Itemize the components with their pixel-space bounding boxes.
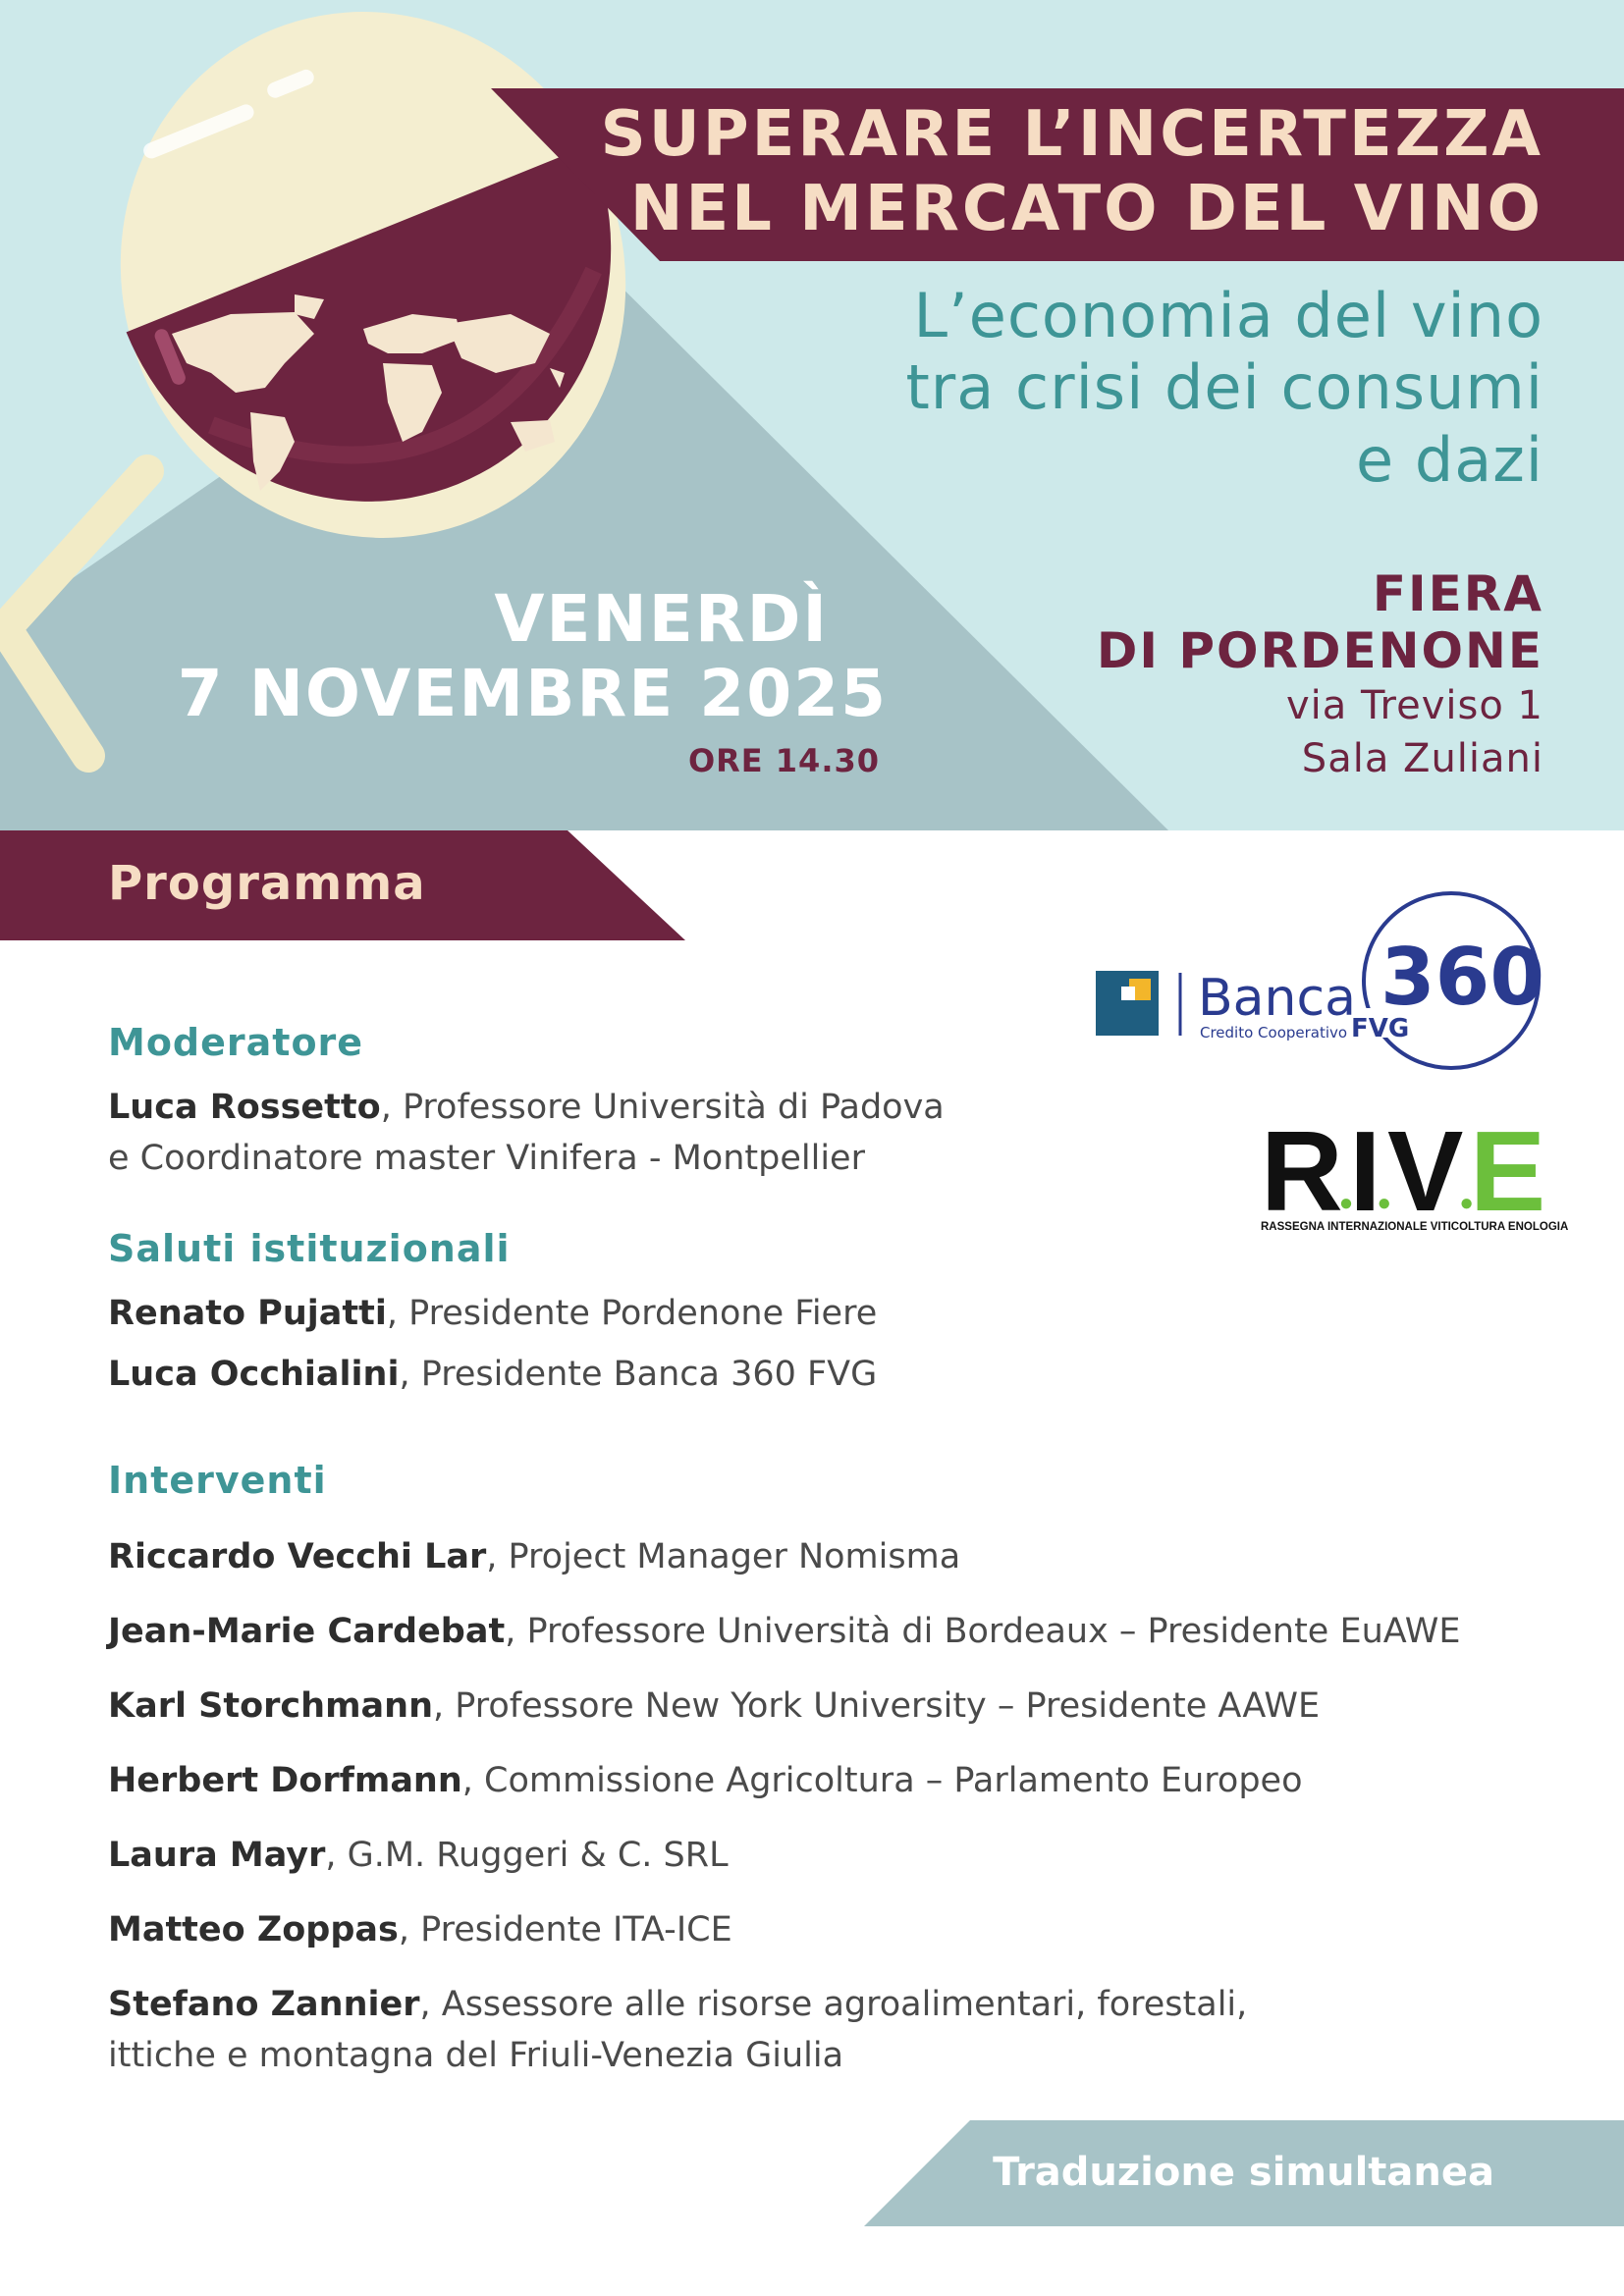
speaker-name: Stefano Zannier xyxy=(108,1985,420,2024)
speaker-role: , G.M. Ruggeri & C. SRL xyxy=(325,1836,729,1875)
speaker-name: Matteo Zoppas xyxy=(108,1910,399,1949)
programma-heading: Programma xyxy=(108,856,426,911)
speaker-name: Luca Occhialini xyxy=(108,1355,400,1394)
speaker-name: Laura Mayr xyxy=(108,1836,326,1875)
list-item xyxy=(108,1681,1320,1732)
speaker-role-continued: ittiche e montagna del Friuli-Venezia Giulia xyxy=(108,2036,844,2075)
address-line-1: via Treviso 1 xyxy=(1285,683,1543,728)
speaker-role: , Project Manager Nomisma xyxy=(486,1537,961,1576)
rive-letter-i: I xyxy=(1349,1107,1378,1235)
rive-tagline: RASSEGNA INTERNAZIONALE VITICOLTURA ENOLOGIA xyxy=(1261,1221,1569,1233)
event-title-line-1: SUPERARE L’INCERTEZZA xyxy=(600,98,1543,171)
event-subtitle-line-2: tra crisi dei consumi xyxy=(905,351,1543,423)
rive-letter-v: V xyxy=(1387,1107,1460,1235)
section-heading-moderatore: Moderatore xyxy=(108,1021,364,1064)
speaker-name: Herbert Dorfmann xyxy=(108,1761,462,1800)
section-heading-interventi: Interventi xyxy=(108,1459,327,1502)
list-item xyxy=(108,1979,1247,2081)
banca-region: FVG xyxy=(1351,1014,1410,1043)
rive-letter-r: R xyxy=(1261,1107,1339,1235)
speaker-role: , Presidente Pordenone Fiere xyxy=(386,1294,878,1333)
rive-letter-e: E xyxy=(1469,1107,1543,1235)
event-subtitle-line-3: e dazi xyxy=(1356,424,1543,496)
list-item xyxy=(108,1531,960,1582)
speaker-name: Riccardo Vecchi Lar xyxy=(108,1537,487,1576)
banca-number: 360 xyxy=(1380,932,1544,1023)
event-date: 7 NOVEMBRE 2025 xyxy=(177,656,888,731)
event-subtitle-line-1: L’economia del vino xyxy=(913,280,1543,351)
list-item xyxy=(108,1349,877,1400)
event-time: ORE 14.30 xyxy=(687,742,880,779)
speaker-name: Renato Pujatti xyxy=(108,1294,387,1333)
speaker-name: Karl Storchmann xyxy=(108,1686,434,1726)
event-day: VENERDÌ xyxy=(494,581,829,657)
list-item xyxy=(108,1755,1303,1806)
speaker-role: , Assessore alle risorse agroalimentari, forestali, xyxy=(419,1985,1248,2024)
list-item xyxy=(108,1082,945,1184)
speaker-role: , Professore Università di Bordeaux – Presidente EuAWE xyxy=(505,1612,1461,1651)
section-heading-saluti: Saluti istituzionali xyxy=(108,1227,511,1270)
speaker-name: Luca Rossetto xyxy=(108,1088,381,1127)
speaker-role: , Professore Università di Padova xyxy=(380,1088,945,1127)
banca-word: Banca xyxy=(1198,969,1356,1028)
speaker-role: , Professore New York University – Presidente AAWE xyxy=(433,1686,1321,1726)
event-title-line-2: NEL MERCATO DEL VINO xyxy=(629,173,1543,245)
list-item xyxy=(108,1904,732,1955)
list-item xyxy=(108,1606,1461,1657)
banca-tagline: Credito Cooperativo xyxy=(1200,1024,1348,1041)
speaker-role: , Commissione Agricoltura – Parlamento Europeo xyxy=(461,1761,1303,1800)
speaker-role-continued: e Coordinatore master Vinifera - Montpellier xyxy=(108,1139,865,1178)
hero-banner xyxy=(0,0,1624,830)
venue-line-2: DI PORDENONE xyxy=(1096,622,1543,679)
speaker-role: , Presidente ITA-ICE xyxy=(398,1910,732,1949)
address-line-2: Sala Zuliani xyxy=(1301,736,1543,781)
venue-line-1: FIERA xyxy=(1372,565,1543,622)
simultaneous-translation-note: Traduzione simultanea xyxy=(993,2150,1494,2195)
rive-wordmark: R●I●V●E xyxy=(1261,1107,1543,1235)
list-item xyxy=(108,1288,877,1339)
speaker-role: , Presidente Banca 360 FVG xyxy=(399,1355,878,1394)
list-item xyxy=(108,1830,729,1881)
rive-logo xyxy=(1261,1107,1569,1237)
speaker-name: Jean-Marie Cardebat xyxy=(108,1612,506,1651)
banca-360-logo xyxy=(1094,888,1545,1075)
